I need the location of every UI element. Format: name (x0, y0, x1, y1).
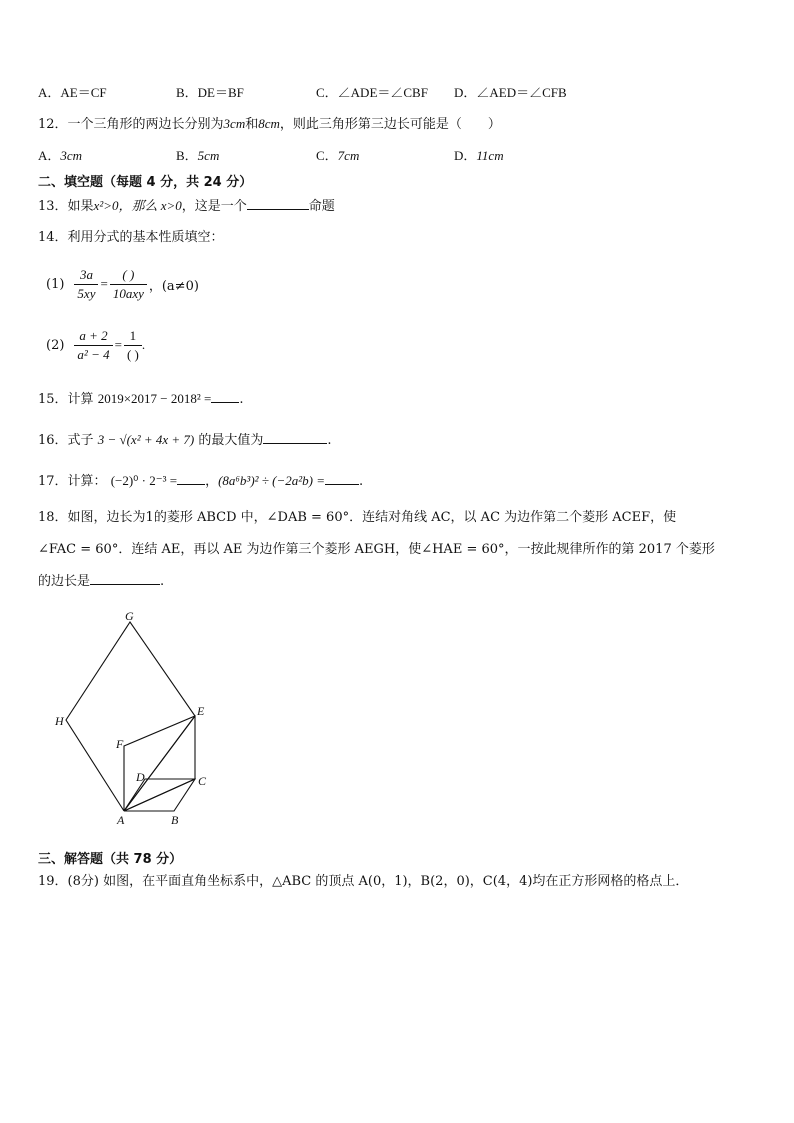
q14-p2-right-fraction (124, 327, 142, 364)
q12-prefix: 12．一个三角形的两边长分别为 (38, 117, 224, 132)
q12-value-1: 3cm (223, 116, 246, 131)
q14-p1-right-denominator: 10axy (112, 285, 144, 301)
q18-line-1: 18．如图，边长为1的菱形 ABCD 中，∠DAB = 60°．连结对角线 AC，以 AC 为边作第二个菱形 ACEF，使 (38, 510, 677, 525)
q17-end: . (359, 474, 364, 489)
q13 (38, 196, 335, 217)
q14-part-1-label: (1) (46, 276, 65, 292)
q12-value-2: 8cm (258, 116, 280, 131)
label-f: F (116, 737, 124, 751)
q14-part-2: (2) $\frac{a + 2}{\text{a² − 4}}$ = $\frac{1}{( )}$ . (46, 327, 146, 362)
q11-option-b: B．DE＝BF (176, 85, 244, 100)
q14-p2-left-denominator: a² − 4 (77, 346, 110, 362)
q12-option-a (38, 145, 82, 164)
q17-answer-blank-2[interactable] (325, 472, 359, 485)
q12-option-d-label: D． (454, 148, 477, 163)
q15-expression: 2019×2017 − 2018² = (97, 391, 212, 406)
q15-end: . (239, 392, 244, 407)
label-e: E (197, 704, 205, 718)
q13-suffix: ，这是一个 (181, 199, 247, 214)
q12-stem (38, 114, 501, 135)
q12-option-a-value: 3cm (60, 148, 83, 163)
q17 (38, 471, 363, 492)
q14-p2-right-numerator: 1 (124, 327, 142, 346)
q12-option-d (454, 145, 504, 164)
q14-p1-right-numerator[interactable]: ( ) (110, 266, 147, 285)
label-b: B (171, 813, 179, 827)
label-h: H (55, 714, 64, 728)
section-2-title: 二、填空题（每题 4 分，共 24 分） (38, 175, 253, 190)
q18-end: . (160, 574, 165, 589)
q18-line-3-text: 的边长是 (38, 574, 91, 589)
q14-p2-left-numerator: a + 2 (74, 327, 112, 346)
q14-stem: 14．利用分式的基本性质填空： (38, 230, 224, 245)
q16-answer-blank[interactable] (263, 431, 327, 444)
q16 (38, 430, 332, 451)
label-a: A (117, 813, 125, 827)
q13-answer-blank[interactable] (247, 197, 309, 210)
q18-line-3 (38, 572, 164, 592)
q14-p2-right-denominator[interactable]: ( ) (126, 346, 139, 362)
q12-option-c-label: C． (316, 148, 338, 163)
rhombus-figure (40, 605, 240, 835)
section-3-title: 三、解答题（共 78 分） (38, 852, 183, 867)
q11-option-c: C．∠ADE＝∠CBF (316, 85, 428, 100)
q16-expression: 3 − √(x² + 4x + 7) (97, 432, 195, 447)
q16-suffix: 的最大值为 (198, 433, 264, 448)
q12-option-c (316, 145, 359, 164)
q14-part-1: (1) $\frac{3a}{5xy}$ = $\frac{( )}{\text{10axy}}$ ，(a≠0) (46, 266, 199, 301)
q13-end: 命题 (308, 199, 335, 214)
label-d: D (136, 770, 145, 784)
q17-separator: ， (205, 474, 219, 489)
diagonal-ae (124, 716, 195, 811)
q14-p1-condition: ，(a≠0) (148, 278, 199, 294)
q17-expression-1: (−2)⁰ · 2⁻³ = (110, 473, 178, 488)
q12-suffix: ，则此三角形第三边长可能是（ ） (279, 117, 501, 132)
q17-prefix: 17．计算： (38, 474, 107, 489)
q14-p1-left-fraction (74, 266, 98, 303)
q12-option-b-value: 5cm (197, 148, 220, 163)
q18-line-2: ∠FAC = 60°．连结 AE，再以 AE 为边作第三个菱形 AEGH，使∠HAE = 60°，一按此规律所作的第 2017 个菱形 (38, 542, 715, 557)
label-c: C (198, 774, 207, 788)
q15 (38, 389, 243, 410)
q16-prefix: 16．式子 (38, 433, 94, 448)
q19: 19．(8分) 如图，在平面直角坐标系中，△ABC 的顶点 A(0，1)，B(2，0)，C(4，4)均在正方形网格的格点上． (38, 874, 689, 889)
q12-option-d-value: 11cm (476, 148, 504, 163)
q12-option-c-value: 7cm (337, 148, 360, 163)
q14-p1-left-denominator: 5xy (77, 285, 96, 301)
q14-part-2-label: (2) (46, 337, 65, 353)
q13-condition: x²>0，那么 x>0 (93, 198, 182, 213)
q14-p1-left-numerator: 3a (74, 266, 98, 285)
q12-option-b (176, 145, 219, 164)
q18-answer-blank[interactable] (90, 572, 160, 585)
q17-answer-blank-1[interactable] (177, 472, 205, 485)
q12-mid: 和 (245, 117, 259, 132)
rhombus-aegh (66, 622, 195, 811)
q15-answer-blank[interactable] (211, 390, 239, 403)
q11-option-a: A．AE＝CF (38, 85, 107, 100)
q12-option-a-label: A． (38, 148, 61, 163)
q13-prefix: 13．如果 (38, 199, 94, 214)
q16-end: . (327, 433, 332, 448)
q12-option-b-label: B． (176, 148, 198, 163)
q15-prefix: 15．计算 (38, 392, 94, 407)
label-g: G (125, 609, 134, 623)
q11-option-d: D．∠AED＝∠CFB (454, 85, 567, 100)
q17-expression-2: (8a⁶b³)² ÷ (−2a²b) = (218, 473, 326, 488)
q14-p2-left-fraction (74, 327, 112, 364)
q14-p1-right-fraction (110, 266, 147, 303)
